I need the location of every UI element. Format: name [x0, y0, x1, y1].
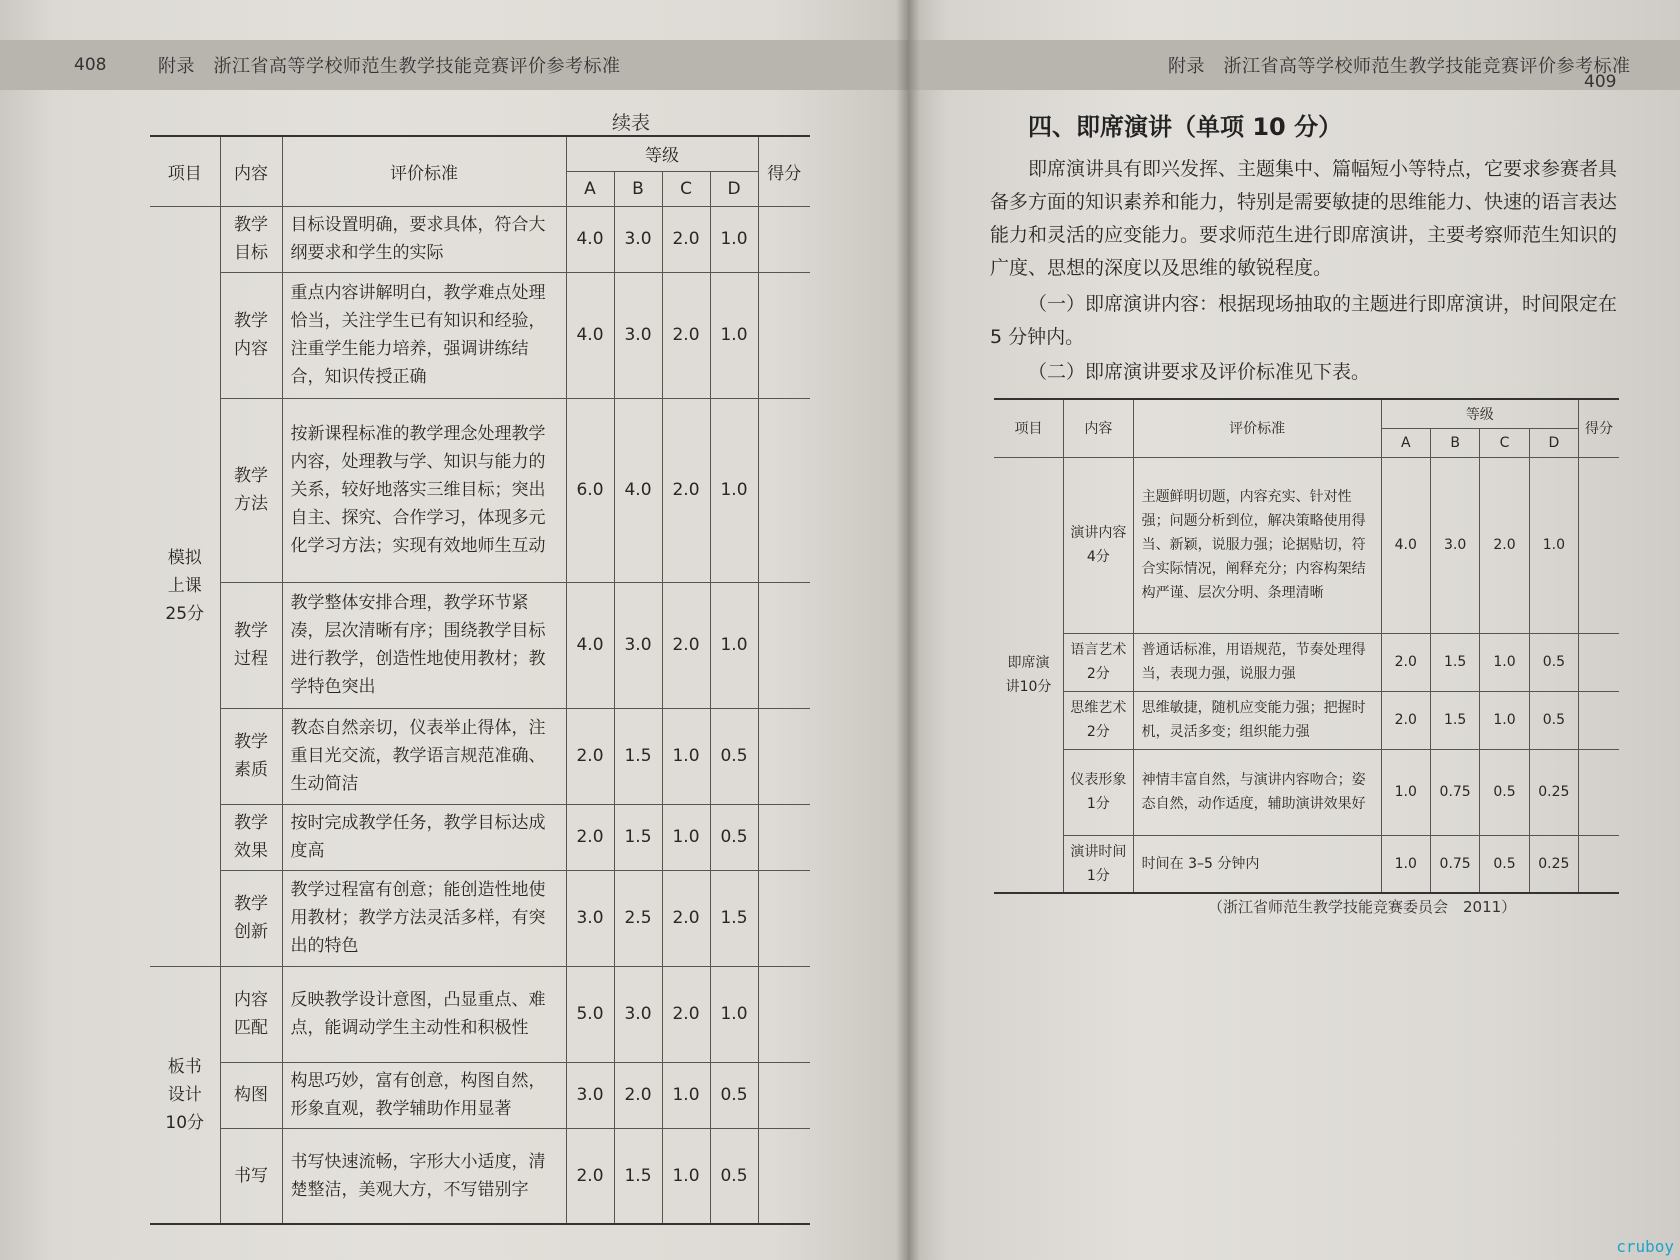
row-score: [758, 708, 810, 804]
row-criteria: 按时完成教学任务，教学目标达成度高: [282, 804, 566, 870]
row-grade-c: 1.0: [662, 1062, 710, 1128]
row-grade-d: 0.5: [710, 1128, 758, 1224]
row-criteria: 教学整体安排合理，教学环节紧凑，层次清晰有序；围绕教学目标进行教学，创造性地使用教材；教学特色突出: [282, 582, 566, 708]
row-grade-c: 2.0: [1480, 457, 1529, 633]
row-score: [1579, 835, 1619, 893]
row-grade-c: 2.0: [662, 398, 710, 582]
row-grade-d: 1.0: [710, 966, 758, 1062]
header-score: 得分: [1579, 399, 1619, 457]
row-grade-a: 2.0: [1381, 691, 1430, 749]
row-criteria: 书写快速流畅，字形大小适度，清楚整洁，美观大方，不写错别字: [282, 1128, 566, 1224]
row-criteria: 重点内容讲解明白，教学难点处理恰当，关注学生已有知识和经验，注重学生能力培养，强调讲练结合，知识传授正确: [282, 272, 566, 398]
row-grade-c: 2.0: [662, 582, 710, 708]
right-page-number: 409: [1584, 72, 1617, 92]
row-grade-d: 0.25: [1529, 749, 1578, 835]
section-title: 四、即席演讲（单项 10 分）: [1028, 113, 1343, 141]
row-grade-b: 0.75: [1430, 835, 1479, 893]
watermark: cruboy: [1616, 1237, 1674, 1256]
intro-paragraph: 即席演讲具有即兴发挥、主题集中、篇幅短小等特点，它要求参赛者具备多方面的知识素养和能力，特别是需要敏捷的思维能力、快速的语言表达能力和灵活的应变能力。要求师范生进行即席演讲，主要考察师范生知识的广度、思想的深度以及思维的敏锐程度。: [990, 158, 1618, 279]
row-criteria: 目标设置明确，要求具体，符合大纲要求和学生的实际: [282, 206, 566, 272]
row-score: [758, 1062, 810, 1128]
row-content: 仪表形象1分: [1064, 749, 1134, 835]
header-grade-d: D: [1529, 428, 1578, 457]
row-grade-c: 0.5: [1480, 749, 1529, 835]
row-criteria: 教态自然亲切，仪表举止得体，注重目光交流，教学语言规范准确、生动简洁: [282, 708, 566, 804]
header-item: 项目: [150, 136, 220, 206]
right-running-header: 附录 浙江省高等学校师范生教学技能竞赛评价参考标准: [1168, 56, 1631, 77]
row-grade-d: 0.25: [1529, 835, 1578, 893]
row-grade-c: 0.5: [1480, 835, 1529, 893]
header-grade-c: C: [1480, 428, 1529, 457]
row-grade-b: 1.5: [614, 708, 662, 804]
row-grade-a: 1.0: [1381, 749, 1430, 835]
row-grade-b: 0.75: [1430, 749, 1479, 835]
row-content: 内容匹配: [220, 966, 282, 1062]
table-row: [994, 835, 1619, 893]
group-item: 板书设计10分: [150, 966, 220, 1224]
row-content: 教学方法: [220, 398, 282, 582]
row-grade-c: 1.0: [662, 804, 710, 870]
row-grade-a: 1.0: [1381, 835, 1430, 893]
row-grade-b: 3.0: [614, 272, 662, 398]
row-criteria: 普通话标准，用语规范，节奏处理得当，表现力强，说服力强: [1133, 633, 1381, 691]
row-grade-c: 2.0: [662, 206, 710, 272]
row-content: 教学创新: [220, 870, 282, 966]
row-content: 演讲时间1分: [1064, 835, 1134, 893]
row-grade-b: 4.0: [614, 398, 662, 582]
row-grade-b: 3.0: [614, 206, 662, 272]
left-page-number: 408: [74, 55, 107, 75]
row-grade-d: 0.5: [1529, 691, 1578, 749]
book-spine-shadow: [896, 0, 920, 1260]
row-content: 思维艺术2分: [1064, 691, 1134, 749]
table-row: [150, 966, 810, 1062]
impromptu-speech-table: [994, 398, 1619, 894]
header-grade-c: C: [662, 171, 710, 206]
header-grade-a: A: [566, 171, 614, 206]
row-criteria: 按新课程标准的教学理念处理教学内容，处理教与学、知识与能力的关系，较好地落实三维目标；突出自主、探究、合作学习，体现多元化学习方法；实现有效地师生互动: [282, 398, 566, 582]
row-score: [758, 398, 810, 582]
row-score: [758, 966, 810, 1062]
table-row: [150, 398, 810, 582]
table-row: [150, 804, 810, 870]
row-grade-d: 0.5: [710, 1062, 758, 1128]
header-score: 得分: [758, 136, 810, 206]
row-grade-d: 1.0: [710, 206, 758, 272]
row-grade-c: 1.0: [1480, 691, 1529, 749]
row-score: [758, 1128, 810, 1224]
row-grade-d: 1.0: [710, 398, 758, 582]
header-grade-d: D: [710, 171, 758, 206]
row-grade-b: 3.0: [614, 582, 662, 708]
row-grade-b: 3.0: [614, 966, 662, 1062]
row-grade-b: 1.5: [614, 1128, 662, 1224]
table-row: [150, 206, 810, 272]
row-grade-d: 0.5: [710, 804, 758, 870]
table-row: [150, 582, 810, 708]
row-grade-a: 2.0: [1381, 633, 1430, 691]
row-score: [758, 272, 810, 398]
row-grade-a: 2.0: [566, 708, 614, 804]
row-content: 教学内容: [220, 272, 282, 398]
row-content: 构图: [220, 1062, 282, 1128]
row-score: [758, 870, 810, 966]
row-grade-c: 1.0: [1480, 633, 1529, 691]
row-content: 演讲内容4分: [1064, 457, 1134, 633]
row-grade-b: 2.0: [614, 1062, 662, 1128]
row-grade-b: 2.5: [614, 870, 662, 966]
row-score: [758, 206, 810, 272]
group-item: 即席演讲10分: [994, 457, 1064, 893]
header-grade-b: B: [1430, 428, 1479, 457]
row-grade-b: 3.0: [1430, 457, 1479, 633]
row-grade-c: 2.0: [662, 966, 710, 1062]
row-grade-a: 4.0: [566, 272, 614, 398]
table-row: [150, 708, 810, 804]
row-grade-c: 2.0: [662, 870, 710, 966]
row-criteria: 构思巧妙，富有创意，构图自然，形象直观，教学辅助作用显著: [282, 1062, 566, 1128]
row-content: 语言艺术2分: [1064, 633, 1134, 691]
row-grade-b: 1.5: [614, 804, 662, 870]
row-grade-a: 4.0: [566, 206, 614, 272]
header-item: 项目: [994, 399, 1064, 457]
row-grade-d: 1.0: [710, 582, 758, 708]
row-score: [1579, 633, 1619, 691]
row-grade-a: 3.0: [566, 870, 614, 966]
row-grade-d: 1.0: [710, 272, 758, 398]
group-item: 模拟上课25分: [150, 206, 220, 966]
table-row: [994, 749, 1619, 835]
row-content: 书写: [220, 1128, 282, 1224]
row-grade-c: 1.0: [662, 708, 710, 804]
header-content: 内容: [1064, 399, 1134, 457]
committee-signature: （浙江省师范生教学技能竞赛委员会 2011）: [1208, 898, 1517, 916]
table-row: [994, 457, 1619, 633]
row-grade-d: 1.0: [1529, 457, 1578, 633]
row-score: [1579, 749, 1619, 835]
header-grade: 等级: [566, 136, 758, 171]
table-row: [150, 1062, 810, 1128]
row-grade-c: 1.0: [662, 1128, 710, 1224]
row-criteria: 反映教学设计意图，凸显重点、难点，能调动学生主动性和积极性: [282, 966, 566, 1062]
left-running-header: 附录 浙江省高等学校师范生教学技能竞赛评价参考标准: [158, 56, 621, 77]
table-intro-paragraph: （二）即席演讲要求及评价标准见下表。: [1028, 361, 1371, 383]
header-grade-a: A: [1381, 428, 1430, 457]
row-grade-d: 1.5: [710, 870, 758, 966]
header-grade-b: B: [614, 171, 662, 206]
row-grade-a: 2.0: [566, 804, 614, 870]
table-row: [994, 691, 1619, 749]
row-grade-a: 4.0: [566, 582, 614, 708]
row-score: [758, 582, 810, 708]
table-row: [150, 1128, 810, 1224]
table-row: [150, 272, 810, 398]
row-content: 教学目标: [220, 206, 282, 272]
row-content: 教学素质: [220, 708, 282, 804]
row-criteria: 主题鲜明切题，内容充实、针对性强；问题分析到位，解决策略使用得当、新颖，说服力强；论据贴切，符合实际情况，阐释充分；内容构架结构严谨、层次分明、条理清晰: [1133, 457, 1381, 633]
row-content: 教学过程: [220, 582, 282, 708]
row-score: [1579, 457, 1619, 633]
continued-label: 续表: [612, 112, 651, 134]
row-score: [758, 804, 810, 870]
row-grade-a: 4.0: [1381, 457, 1430, 633]
row-criteria: 时间在 3–5 分钟内: [1133, 835, 1381, 893]
row-grade-d: 0.5: [710, 708, 758, 804]
row-criteria: 神情丰富自然，与演讲内容吻合；姿态自然，动作适度，辅助演讲效果好: [1133, 749, 1381, 835]
right-page: [908, 0, 1680, 1260]
content-paragraph: （一）即席演讲内容：根据现场抽取的主题进行即席演讲，时间限定在 5 分钟内。: [990, 293, 1618, 348]
row-grade-b: 1.5: [1430, 633, 1479, 691]
row-grade-b: 1.5: [1430, 691, 1479, 749]
header-content: 内容: [220, 136, 282, 206]
row-content: 教学效果: [220, 804, 282, 870]
row-grade-c: 2.0: [662, 272, 710, 398]
simulated-class-table: [150, 135, 810, 1225]
row-grade-d: 0.5: [1529, 633, 1578, 691]
row-criteria: 教学过程富有创意；能创造性地使用教材；教学方法灵活多样，有突出的特色: [282, 870, 566, 966]
table-row: [994, 633, 1619, 691]
row-grade-a: 5.0: [566, 966, 614, 1062]
table-row: [150, 870, 810, 966]
row-grade-a: 2.0: [566, 1128, 614, 1224]
header-criteria: 评价标准: [1133, 399, 1381, 457]
row-score: [1579, 691, 1619, 749]
row-criteria: 思维敏捷，随机应变能力强；把握时机，灵活多变；组织能力强: [1133, 691, 1381, 749]
header-criteria: 评价标准: [282, 136, 566, 206]
row-grade-a: 6.0: [566, 398, 614, 582]
header-grade: 等级: [1381, 399, 1578, 428]
row-grade-a: 3.0: [566, 1062, 614, 1128]
